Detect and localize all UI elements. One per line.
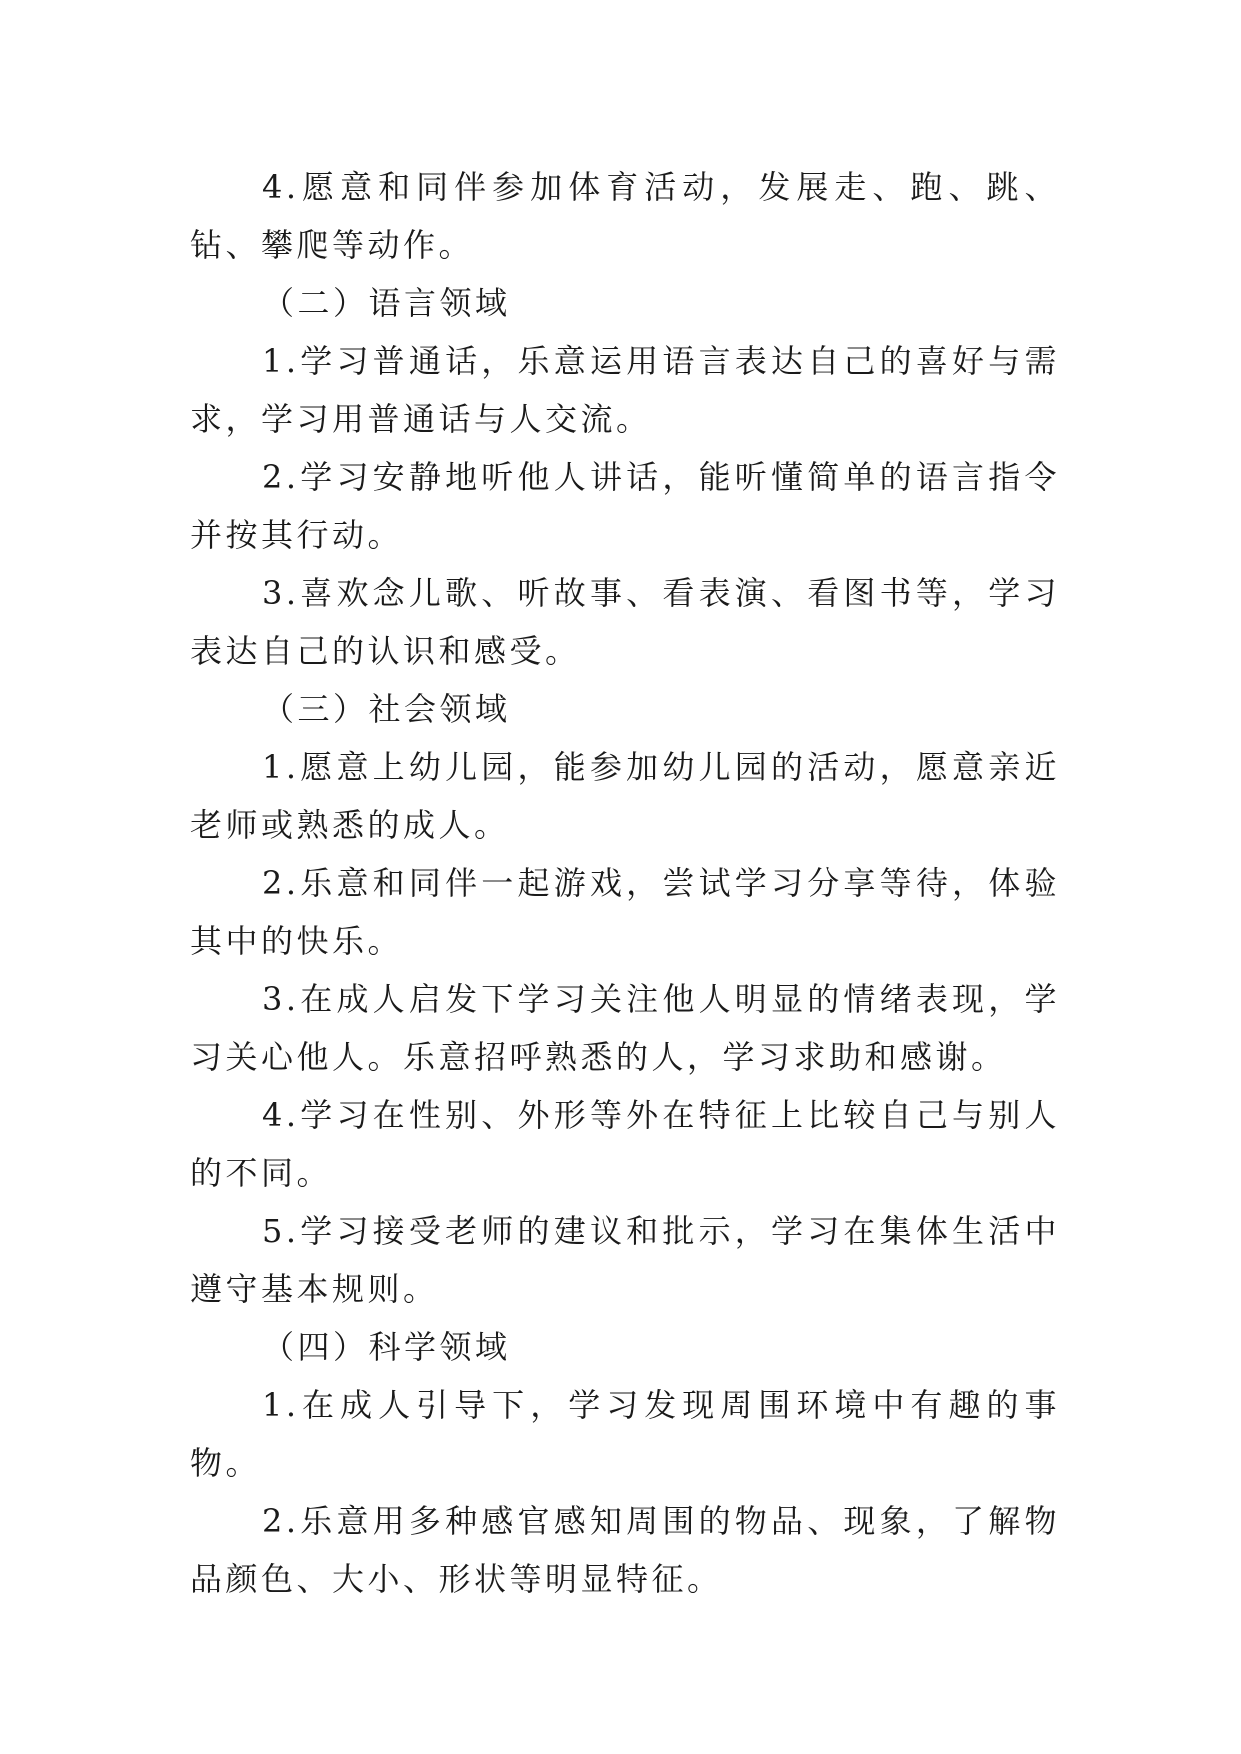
paragraph-social-2: 2.乐意和同伴一起游戏，尝试学习分享等待，体验其中的快乐。 bbox=[190, 864, 1060, 960]
section-heading-language: （二）语言领域 bbox=[262, 284, 511, 322]
paragraph-social-1: 1.愿意上幼儿园，能参加幼儿园的活动，愿意亲近老师或熟悉的成人。 bbox=[190, 748, 1060, 844]
paragraph-language-1: 1.学习普通话，乐意运用语言表达自己的喜好与需求，学习用普通话与人交流。 bbox=[190, 342, 1060, 438]
paragraph-motor-4: 4.愿意和同伴参加体育活动，发展走、跑、跳、钻、攀爬等动作。 bbox=[190, 168, 1060, 264]
paragraph-language-3: 3.喜欢念儿歌、听故事、看表演、看图书等，学习表达自己的认识和感受。 bbox=[190, 574, 1060, 670]
section-heading-science: （四）科学领域 bbox=[262, 1328, 511, 1366]
paragraph-science-1: 1.在成人引导下，学习发现周围环境中有趣的事物。 bbox=[190, 1386, 1060, 1482]
paragraph-social-3: 3.在成人启发下学习关注他人明显的情绪表现，学习关心他人。乐意招呼熟悉的人，学习求助和感谢。 bbox=[190, 980, 1060, 1076]
paragraph-social-4: 4.学习在性别、外形等外在特征上比较自己与别人的不同。 bbox=[190, 1096, 1060, 1192]
section-heading-social: （三）社会领域 bbox=[262, 690, 511, 728]
paragraph-language-2: 2.学习安静地听他人讲话，能听懂简单的语言指令并按其行动。 bbox=[190, 458, 1060, 554]
document-body bbox=[190, 158, 1060, 1608]
paragraph-science-2: 2.乐意用多种感官感知周围的物品、现象，了解物品颜色、大小、形状等明显特征。 bbox=[190, 1502, 1060, 1598]
paragraph-social-5: 5.学习接受老师的建议和批示，学习在集体生活中遵守基本规则。 bbox=[190, 1212, 1060, 1308]
